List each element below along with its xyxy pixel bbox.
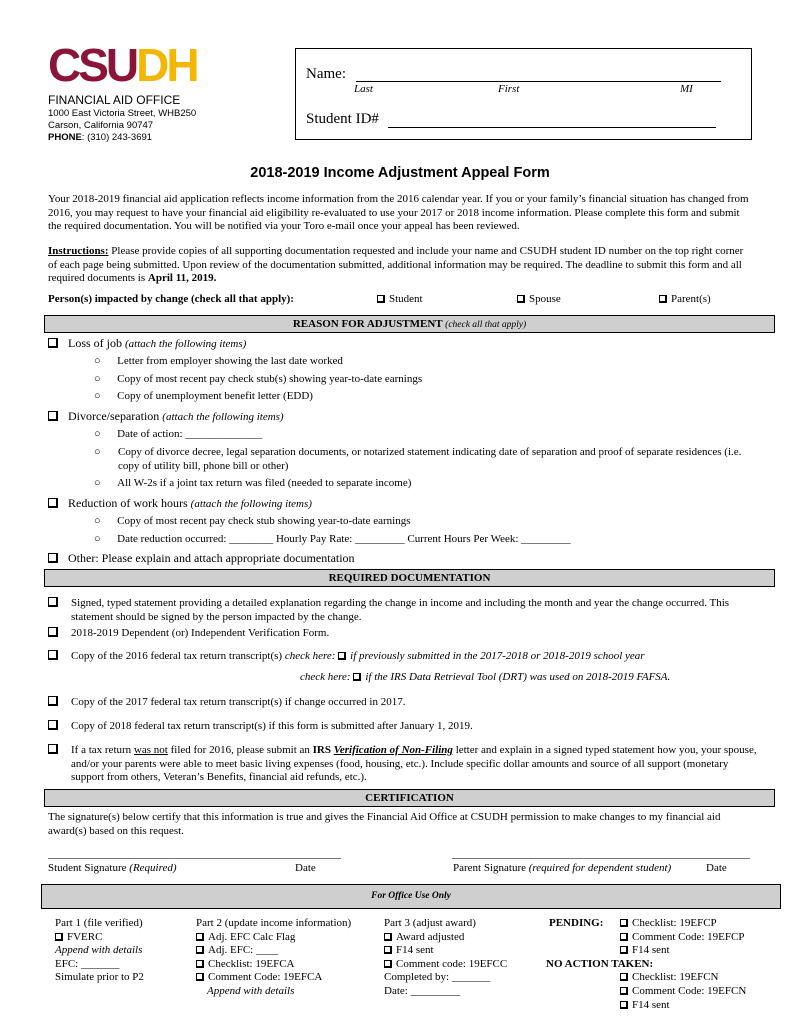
office-part2: Part 2 (update income information) Adj. EFC Calc Flag Adj. EFC: ____ Checklist: 19EFCA Comment Code: 19EFCA Append with details xyxy=(196,917,352,997)
checkbox-icon[interactable] xyxy=(659,295,667,303)
checkbox-drt[interactable] xyxy=(353,673,361,681)
checkbox-parents[interactable]: Parent(s) xyxy=(659,293,711,305)
checkbox-checklist-19efcn[interactable]: Checklist: 19EFCN xyxy=(620,971,746,985)
reason-divorce[interactable]: Divorce/separation (attach the following items) xyxy=(48,409,284,424)
doc-subitem: check here: if the IRS Data Retrieval Tool (DRT) was used on 2018-2019 FAFSA. xyxy=(300,671,671,683)
list-item: ○ xyxy=(94,446,101,458)
checkbox-comment-19efcp[interactable]: Comment Code: 19EFCP xyxy=(620,931,746,945)
no-action-label: NO ACTION TAKEN: xyxy=(546,958,654,970)
checkbox-award-adjusted[interactable]: Award adjusted xyxy=(384,931,507,945)
checkbox-comment-19efcn[interactable]: Comment Code: 19EFCN xyxy=(620,985,746,999)
office-pending-list xyxy=(620,917,746,1012)
doc-checkbox[interactable] xyxy=(48,696,62,708)
parent-signature-line[interactable] xyxy=(452,858,750,859)
doc-checkbox[interactable] xyxy=(48,744,62,756)
doc-item: Copy of 2018 federal tax return transcript(s) if this form is submitted after January 1, 2019. xyxy=(71,720,473,732)
reason-header: REASON FOR ADJUSTMENT (check all that apply) xyxy=(44,315,775,333)
checkbox-icon[interactable] xyxy=(517,295,525,303)
list-item: ○ Date of action: ______________ xyxy=(94,428,263,440)
checkbox-checklist-19efca[interactable]: Checklist: 19EFCA xyxy=(196,958,351,972)
checkbox-student[interactable]: Student xyxy=(377,293,423,305)
checkbox-checklist-19efcp[interactable]: Checklist: 19EFCP xyxy=(620,917,746,931)
doc-item: Signed, typed statement providing a detailed explanation regarding the change in income and including the month and year the change occurred. This statement should be signed by the person impacted by the change. xyxy=(71,597,730,623)
list-item: ○ All W-2s if a joint tax return was filed (needed to separate income) xyxy=(94,477,412,489)
office-part3: Part 3 (adjust award) Award adjusted F14 sent Comment code: 19EFCC Completed by: _______ Date: _________ xyxy=(384,917,508,997)
certification-header: CERTIFICATION xyxy=(44,789,775,807)
checkbox-adj-efc[interactable]: Adj. EFC: ____ xyxy=(196,944,351,958)
checkbox-fverc[interactable]: FVERC xyxy=(55,931,144,945)
doc-item: Copy of the 2017 federal tax return transcript(s) if change occurred in 2017. xyxy=(71,696,406,708)
student-signature-line[interactable] xyxy=(48,858,341,859)
student-signature-label: Student Signature (Required) xyxy=(48,862,177,874)
mi-label: MI xyxy=(680,83,693,95)
doc-checkbox[interactable] xyxy=(48,597,62,609)
checkbox-comment-19efca[interactable]: Comment Code: 19EFCA xyxy=(196,971,351,985)
checkbox-comment-19efcc[interactable]: Comment code: 19EFCC xyxy=(384,958,507,972)
list-item: ○ Copy of most recent pay check stub showing year-to-date earnings xyxy=(94,515,411,527)
instructions: Instructions: Please provide copies of all supporting documentation requested and include your name and CSUDH student ID number on the top right corner of each page being submitted. Upon review of the documentation submitted, additional information may be required. The deadline to submit this form and all required documents is April 11, 2019. xyxy=(48,245,744,284)
required-docs-header: REQUIRED DOCUMENTATION xyxy=(44,569,775,587)
name-field[interactable] xyxy=(356,81,721,82)
checkbox-none-f14[interactable]: F14 sent xyxy=(620,999,746,1013)
checkbox-previously-submitted[interactable] xyxy=(338,652,346,660)
student-id-label: Student ID# xyxy=(306,111,379,127)
list-item: ○ Letter from employer showing the last date worked xyxy=(94,355,343,367)
form-title: 2018-2019 Income Adjustment Appeal Form xyxy=(250,165,550,181)
phone: PHONE: (310) 243-3691 xyxy=(48,132,153,143)
doc-checkbox[interactable] xyxy=(48,720,62,732)
office-use-header: For Office Use Only xyxy=(41,884,781,909)
doc-checkbox[interactable] xyxy=(48,627,62,639)
checkbox-spouse[interactable]: Spouse xyxy=(517,293,561,305)
intro-paragraph: Your 2018-2019 financial aid application reflects income information from the 2016 calendar year. If you or your family’s financial situation has changed from 2016, you may request to have your financial aid eligibility re-evaluated to use your 2017 or 2018 income information. Please complete this form and submit the required documentation. You will be notified via your Toro e-mail once your appeal has been reviewed. xyxy=(48,193,749,232)
doc-item: 2018-2019 Dependent (or) Independent Verification Form. xyxy=(71,627,330,639)
certification-text: The signature(s) below certify that this information is true and gives the Financial Aid Office at CSUDH permission to make changes to my financial aid award(s) based on this request. xyxy=(48,811,721,837)
checkbox-adj-efc-calc[interactable]: Adj. EFC Calc Flag xyxy=(196,931,351,945)
student-date-label: Date xyxy=(295,862,316,874)
reason-reduction-hours[interactable]: Reduction of work hours (attach the following items) xyxy=(48,496,312,511)
pending-label: PENDING: xyxy=(549,917,604,929)
first-label: First xyxy=(498,83,520,95)
address-line2: Carson, California 90747 xyxy=(48,120,154,131)
csudh-logo: CSUDH xyxy=(48,39,197,91)
reason-other[interactable]: Other: Please explain and attach appropriate documentation xyxy=(48,551,355,566)
persons-label: Person(s) impacted by change (check all that apply): xyxy=(48,293,294,305)
parent-date-label: Date xyxy=(706,862,727,874)
reason-loss-of-job[interactable]: Loss of job (attach the following items) xyxy=(48,336,246,351)
doc-item-nonfiling: If a tax return was not filed for 2016, please submit an IRS Verification of Non-Filing letter and explain in a signed typed statement how you, your spouse, and/or your parents were able to meet basic living expenses (food, housing, etc.). Include specific dollar amounts and source of all support (monetary support from others, Veteran’s Benefits, financial aid refunds, etc.). xyxy=(71,744,757,783)
student-info-box xyxy=(295,48,752,140)
doc-checkbox[interactable] xyxy=(48,650,62,662)
checkbox-icon[interactable] xyxy=(377,295,385,303)
checkbox-pending-f14[interactable]: F14 sent xyxy=(620,944,746,958)
address-line1: 1000 East Victoria Street, WHB250 xyxy=(48,108,197,119)
name-label: Name: xyxy=(306,66,346,82)
student-id-field[interactable] xyxy=(388,127,716,128)
office-part1: Part 1 (file verified) FVERC Append with details EFC: _______ Simulate prior to P2 xyxy=(55,917,144,984)
parent-signature-label: Parent Signature (required for dependent student) xyxy=(453,862,672,874)
last-label: Last xyxy=(354,83,373,95)
checkbox-f14-sent[interactable]: F14 sent xyxy=(384,944,507,958)
list-item: ○ Date reduction occurred: ________ Hourly Pay Rate: _________ Current Hours Per Week: _________ xyxy=(94,533,571,545)
list-item: ○ Copy of unemployment benefit letter (EDD) xyxy=(94,390,313,402)
list-item: ○ Copy of most recent pay check stub(s) showing year-to-date earnings xyxy=(94,373,423,385)
doc-item: Copy of the 2016 federal tax return transcript(s) check here: if previously submitted in the 2017-2018 or 2018-2019 school year xyxy=(71,650,645,662)
office-name: FINANCIAL AID OFFICE xyxy=(48,93,181,107)
list-item-text: Copy of divorce decree, legal separation documents, or notarized statement indicating date of separation and proof of separate residences (i.e. copy of utility bill, phone bill or other) xyxy=(118,446,742,472)
